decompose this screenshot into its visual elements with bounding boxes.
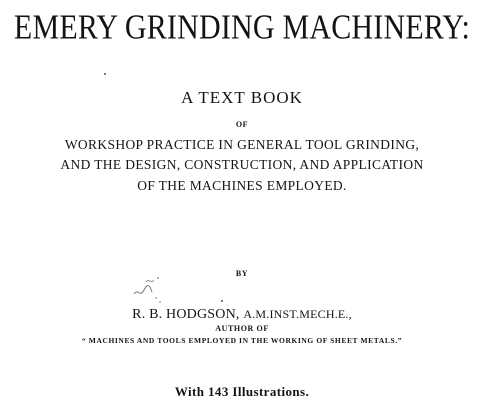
author-line xyxy=(0,307,484,323)
ink-speck xyxy=(221,300,223,302)
of-label: OF xyxy=(235,120,249,129)
by-label: BY xyxy=(235,269,249,278)
ink-speck xyxy=(104,73,106,75)
description-line-1: WORKSHOP PRACTICE IN GENERAL TOOL GRINDING, xyxy=(64,137,420,152)
description-line-2: AND THE DESIGN, CONSTRUCTION, AND APPLICATION xyxy=(60,157,424,172)
handwritten-scribble xyxy=(130,272,170,306)
author-name: R. B. HODGSON, xyxy=(132,307,240,322)
illustrations-note: With 143 Illustrations. xyxy=(174,384,310,399)
previous-work: “ MACHINES AND TOOLS EMPLOYED IN THE WORKING OF SHEET METALS.” xyxy=(81,336,403,345)
author-of-label: AUTHOR OF xyxy=(215,324,269,333)
book-title: EMERY GRINDING MACHINERY: xyxy=(13,8,471,47)
description-line-3: OF THE MACHINES EMPLOYED. xyxy=(137,178,347,193)
book-subtitle: A TEXT BOOK xyxy=(181,88,303,107)
author-degree: A.M.INST.MECH.E., xyxy=(243,307,352,321)
